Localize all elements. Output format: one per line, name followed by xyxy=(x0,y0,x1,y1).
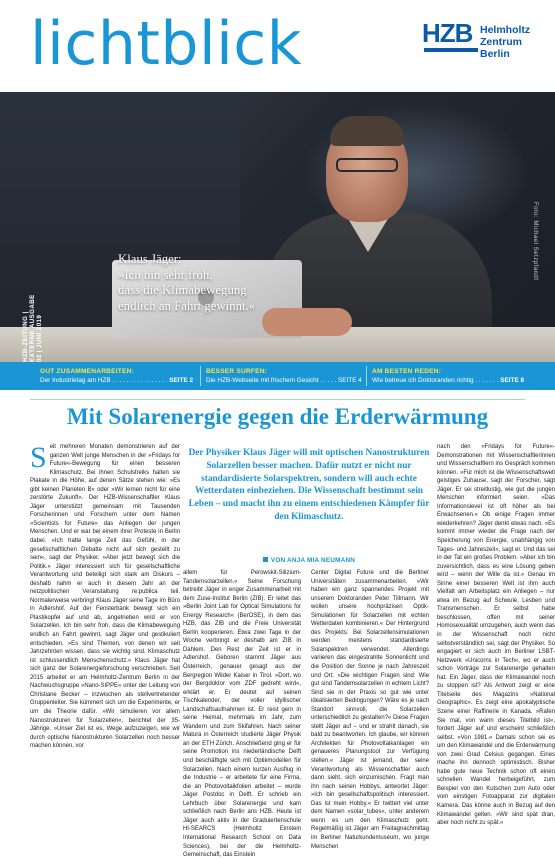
hzb-logo xyxy=(422,20,546,60)
headline-rule xyxy=(30,399,525,400)
issue-side-label: HZB-ZEITUNG | EXTERNE AUSGABE 02 | JUNI 2019 xyxy=(22,294,43,362)
logo-line-1: Helmholtz xyxy=(480,24,531,36)
teaser-item-1[interactable] xyxy=(40,367,193,385)
teaser-divider xyxy=(200,366,201,386)
teaser-text xyxy=(372,376,524,385)
teaser-page: SEITE 2 xyxy=(169,377,194,384)
teaser-text xyxy=(206,376,362,385)
column-text: Center Digital Future und die Berliner Universitäten zusammenarbeiten. »Wir haben ein ganz spannendes Projekt mit unserem Doktoranden Peter Tillmann. Wir wollen unsere hochpräzisen Optik-Simulationen für Solarzellen mit echten Wetterdaten kombinieren.« Der Hintergrund des Projekts: Bei Solarzellensimulationen werden meistens standardisierte Solarspektren verwendet. Allerdings variieren das eingestrahlte Sonnenlicht und die Position der Sonne je nach Jahreszeit und Ort. »Die wichtigen Fragen sind: Wie gut sind Tandemsolarzellen in echtem Licht? Sind sie in der Praxis so gut wie unter idealisierten Bedingungen? Wäre es je nach Standort sinnvoll, die Solarzellen unterschiedlich zu gestalten?« Diese Fragen stellt Jäger auf – und er strahlt danach, sie bald zu beantworten. Ich glaube, wir können Architekten für Photovoltaikanlagen ein genaueres Planungstool zur Verfügung stellen.« Jäger ist jemand, der seine Verantwortung als Wissenschaftler auch dann sieht, sich einzumischen. Fragt man ihn nach seinen Hobbys, antwortet Jäger: »Ich bin gesellschaftspolitisch interessiert. Das ist mein Hobby.« Er twittert viel unter dem Namen »solar_tubes«, unter anderem wenn es um den Klimaschutz geht. Regelmäßig ist Jäger am Freitagnachmittag im Berliner Naturkundemuseum, wo junge Menschen xyxy=(311,570,429,850)
photo-credit: Foto: Michael Setzpfandt xyxy=(532,202,538,281)
teaser-band xyxy=(0,362,555,390)
quote-line: dass die Klimabewegung xyxy=(118,283,247,297)
person-glasses xyxy=(336,158,398,172)
teaser-title: Die HZB-Webseite mit frischem Gesicht . . . . . SEITE 4 xyxy=(206,377,362,384)
drop-cap: S xyxy=(30,441,47,474)
teaser-page: SEITE 8 xyxy=(500,377,525,384)
teaser-kicker: BESSER SURFEN: xyxy=(206,368,268,375)
article-lead: Der Physiker Klaus Jäger will mit optischen Nanostrukturen Solarzellen besser machen. Dafür nutzt er nicht nur standardisierte Solarspektren, sondern will auch echte Wetterdaten einbeziehen. Die Wissenschaft bestimmt sein Leben – und macht ihn zu einem entschiedenen Kämpfer für den Klimaschutz. xyxy=(188,448,430,522)
teaser-text xyxy=(40,376,193,385)
hero-photo xyxy=(0,92,555,362)
teaser-item-2[interactable] xyxy=(206,367,362,385)
article-headline: Mit Solarenergie gegen die Erderwärmung xyxy=(66,404,489,429)
article-column-4 xyxy=(437,443,555,828)
article-column-1 xyxy=(30,443,180,751)
quote-line: endlich an Fahrt gewinnt.« xyxy=(118,298,256,313)
byline-square-icon xyxy=(263,557,268,562)
column-text: allem für Perowskit-Silizium-Tandemsolarzellen.« Seine Forschung betreibt Jäger in enger Zusammenarbeit mit dem Zuse-Institut Berlin (ZIB). Er leitet das »Berlin Joint Lab for Optical Simulations for Energy Research« (BerOSE), in dem das HZB, das ZIB und die Freie Universität Berlin kooperieren. Etwa zwei Tage in der Woche verbringt er deshalb am ZIB in Dahlem. Den Rest der Zeit ist er in Adlershof. Geboren stammt Jäger aus Österreich, genauer gesagt aus der Bergregion Wilder Kaiser in Tirol. »Dort, wo der Bergdoktor vom ZDF gedreht wird«, erklärt er. Er deutet auf seinen Tischkalender, der voller idyllischer Landschaftsaufnahmen ist. Er reist gern in seine Heimat, mehrmals im Jahr, zum Wandern und zum Skifahren. Nach seiner Matura in Österreich studierte Jäger Physik an der ETH Zürich. Anschließend ging er für seine Promotion ins niederländische Delft und beschäftigte sich mit Optikmodellen für Solarzellen. Nach einem kurzen Ausflug in die Industrie – er arbeitete für eine Firma, die an Photovoltaikfolien arbeitet – wurde Jäger Postdoc in Delft. Er schrieb ein Lehrbuch über Solarenergie und kam schließlich nach Berlin ans HZB. Heute ist Jäger auch aktiv in der Graduiertenschule HI-SEARCS (Helmholtz Einstein International Research School on Data Sciences), bei der die Helmholtz-Gemeinschaft, das Einstein xyxy=(183,570,301,859)
logo-line-2: Zentrum Berlin xyxy=(480,36,522,60)
cover-quote xyxy=(118,252,418,314)
byline xyxy=(186,557,432,564)
column-text: eit mehreren Monaten demonstrieren auf der ganzen Welt junge Menschen in der »Fridays for Future«-Bewegung für einen besseren Klimaschutz. Bei ihnen Schulstreiks halten sie Plakate in die Höhe, auf denen Sätze stehen wie: »Es gibt keinen Planeten B« oder »Wir lernen nicht für eine zerstörte Zukunft«. Der HZB-Wissenschaftler Klaus Jäger unterstützt gemeinsam mit Tausenden Forscherinnen und Forschern unter dem Namen »Scientists for Future« das Anliegen der jungen Menschen. Und er war bei einem ihrer Proteste in Berlin dabei. »Ich hatte lange Zeit das Gefühl, in der gesellschaftlichen Debatte nicht auf sich gestellt zu sein«, sagt der Physiker. »Aber jetzt bewegt sich die Politik.« Jäger interessiert sich für gesellschaftliche Verantwortung und beteiligt sich stark am Diskurs – deshalb nahm er auch in diesem Jahr an der netzpolitischen Veranstaltung re:publica teil. Normalerweise verbringt Klaus Jäger seine Tage im Büro in Adlershof. Auf der Fensterbank bewegt sich ein Plastikopfel auf und ab, angetrieben wird er von Solarzellen. Ich bin sehr froh, dass die Klimabewegung endlich an Fahrt gewinnt, sagt Jäger und gestikuliert entschieden. »Es sind Themen, von denen wir seit Jahrzehnten wissen, dass sie wichtig sind. Klimaschutz ist schlussendlich Menschenschutz.« Klaus Jäger hat sich ganz der Solarenergieforschung verschrieben. Seit 2015 arbeitet er am Helmholtz-Zentrum Berlin in der Nachwuchsgruppe »Nano-SIPPE« unter der Leitung von Christiane Becker – inzwischen als stellvertretender Gruppenleiter. Sie kümmert sich um die Experimente, er um die Theorie dafür. »Wir simulieren vor allem Nanostrukturen für Solarzellen«, berichtet der 35-Jährige. »Unser Ziel ist es, Wege aufzuzeigen, wie wir durch optische Nanostrukturen Solarzellen noch besser machen können, vor xyxy=(30,444,180,750)
logo-text xyxy=(480,24,546,60)
quote-speaker: Klaus Jäger: xyxy=(118,252,182,266)
masthead xyxy=(0,0,555,92)
article-column-3 xyxy=(311,569,429,851)
publication-title: lichtblick xyxy=(30,9,303,79)
column-text: nach den »Fridays for Future«-Demonstrationen mit Wissenschaftlerinnen und Wissenschaftlern ins Gespräch kommen können. »Für mich ist die Wissenschaftswelt geistiges Zuhause, sagt der Forscher, sagt Jäger. Er sei streitlustig, wie gut die jungen Menschen informiert seien. »Das Informationslevel ist oft höher als bei Erwachsenen.« Ob einige Fragen immer wiederkehren? Jäger denkt etwas nach. »Es kommt immer wieder die Frage nach der Speicherung von Energie, unabhängig von Tages- und Jahreszeit«, sagt er. Und das sei in der Tat ein großes Problem. »Aber ich bin zuversichtlich, dass es eine Lösung geben wird – wenn der Wille da ist.« Genau im Sinne einer besseren Welt ist ihm auch Vielfalt am Arbeitsplatz ein Anliegen – nur etwa im Bezug auf Schwule, Lesben und Transmenschen. Er selbst habe beschlossen, offen mit seiner Homosexualität umzugehen, auch wenn das in der Wissenschaft noch nicht selbstverständlich sei, sagt der Physiker. So engagiert er sich auch im Berliner LSBT-Netzwerk »Unicorns in Tech«, wo er auch schon Vorträge zur Solarenergie gehalten hat. Ein Jäger, dass der Klimawandel noch zu stoppen ist? Als Antwort zeigt er eine Titelseite des Magazins »National Geographic«. Es zeigt eine apokalyptische Szene einer Raffinerie in Kanada. »Rafen Sie mal, von wann dieses Titelbild ist«, fordert Jäger auf und erscheint schließlich selbst. »Von 1981.« Damals schon sei es um den Klimawandel und die Erderwärmung von zwei Grad Celsius gegangen. Eines mache ihn dennoch optimistisch. Bisher habe gute neue Technik schon oft einen schnellen Wandel herbeigeführt, zum Beispiel von den Kutschen zum Auto oder vom einstigen Fotoapparat zur digitalen Kamera. Das könne auch in Bezug auf den Klimawandel gelten. »Wir sind spät dran, aber noch nicht zu spät.« xyxy=(437,444,555,827)
logo-mark: HZB xyxy=(422,18,473,48)
article-column-2 xyxy=(183,569,301,860)
teaser-divider xyxy=(366,366,367,386)
logo-underline xyxy=(424,48,478,52)
teaser-kicker: AM BESTEN REDEN: xyxy=(372,368,442,375)
person-hair xyxy=(330,116,404,146)
teaser-item-3[interactable] xyxy=(372,367,524,385)
quote-line: »Ich bin sehr froh, xyxy=(118,267,213,282)
teaser-title: Wie betreue ich Doktoranden richtig . . . . . . . xyxy=(372,377,501,384)
byline-text: VON ANJA MIA NEUMANN xyxy=(270,557,356,564)
teaser-title: Der Industrietag am HZB . . . . . . . . . . . . . . . . xyxy=(40,377,170,384)
teaser-kicker: GUT ZUSAMMENARBEITEN: xyxy=(40,368,134,375)
